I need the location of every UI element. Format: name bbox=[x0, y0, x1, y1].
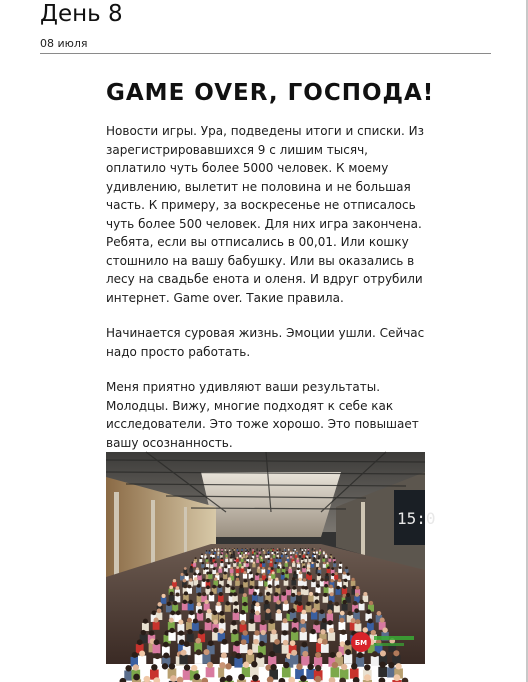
header-divider bbox=[40, 53, 491, 54]
logo-text: БМ bbox=[354, 639, 368, 647]
day-title: День 8 bbox=[40, 1, 123, 27]
day-date: 08 июля bbox=[40, 37, 88, 50]
article-paragraph: Меня приятно удивляют ваши результаты. Молодцы. Вижу, многие подходят к себе как исследователи. Это тоже хорошо. Это повышает вашу осознанность. bbox=[106, 380, 419, 450]
screen-clock-text: 15:0 bbox=[397, 509, 436, 528]
conference-photo bbox=[106, 452, 436, 664]
conference-photo-image bbox=[106, 452, 436, 664]
logo-green-bar bbox=[374, 643, 404, 646]
article-paragraph: Начинается суровая жизнь. Эмоции ушли. Сейчас надо просто работать. bbox=[106, 326, 425, 359]
article-headline: GAME OVER, ГОСПОДА! bbox=[106, 80, 435, 106]
article-body bbox=[106, 122, 426, 469]
logo-green-bar bbox=[374, 636, 414, 640]
article-paragraph: Новости игры. Ура, подведены итоги и списки. Из зарегистрировавшихся 9 с лишим тысяч, оплатило чуть более 5000 человек. К моему удивлению, вылетит не половина и не большая часть. К примеру, за воскресенье не отписалось чуть более 500 человек. Для них игра закончена. Ребята, если вы отписались в 00,01. Или кошку стошнило на вашу бабушку. Или вы оказались в лесу на свадьбе енота и оленя. И вдруг отрубили интернет. Game over. Такие правила. bbox=[106, 124, 425, 305]
